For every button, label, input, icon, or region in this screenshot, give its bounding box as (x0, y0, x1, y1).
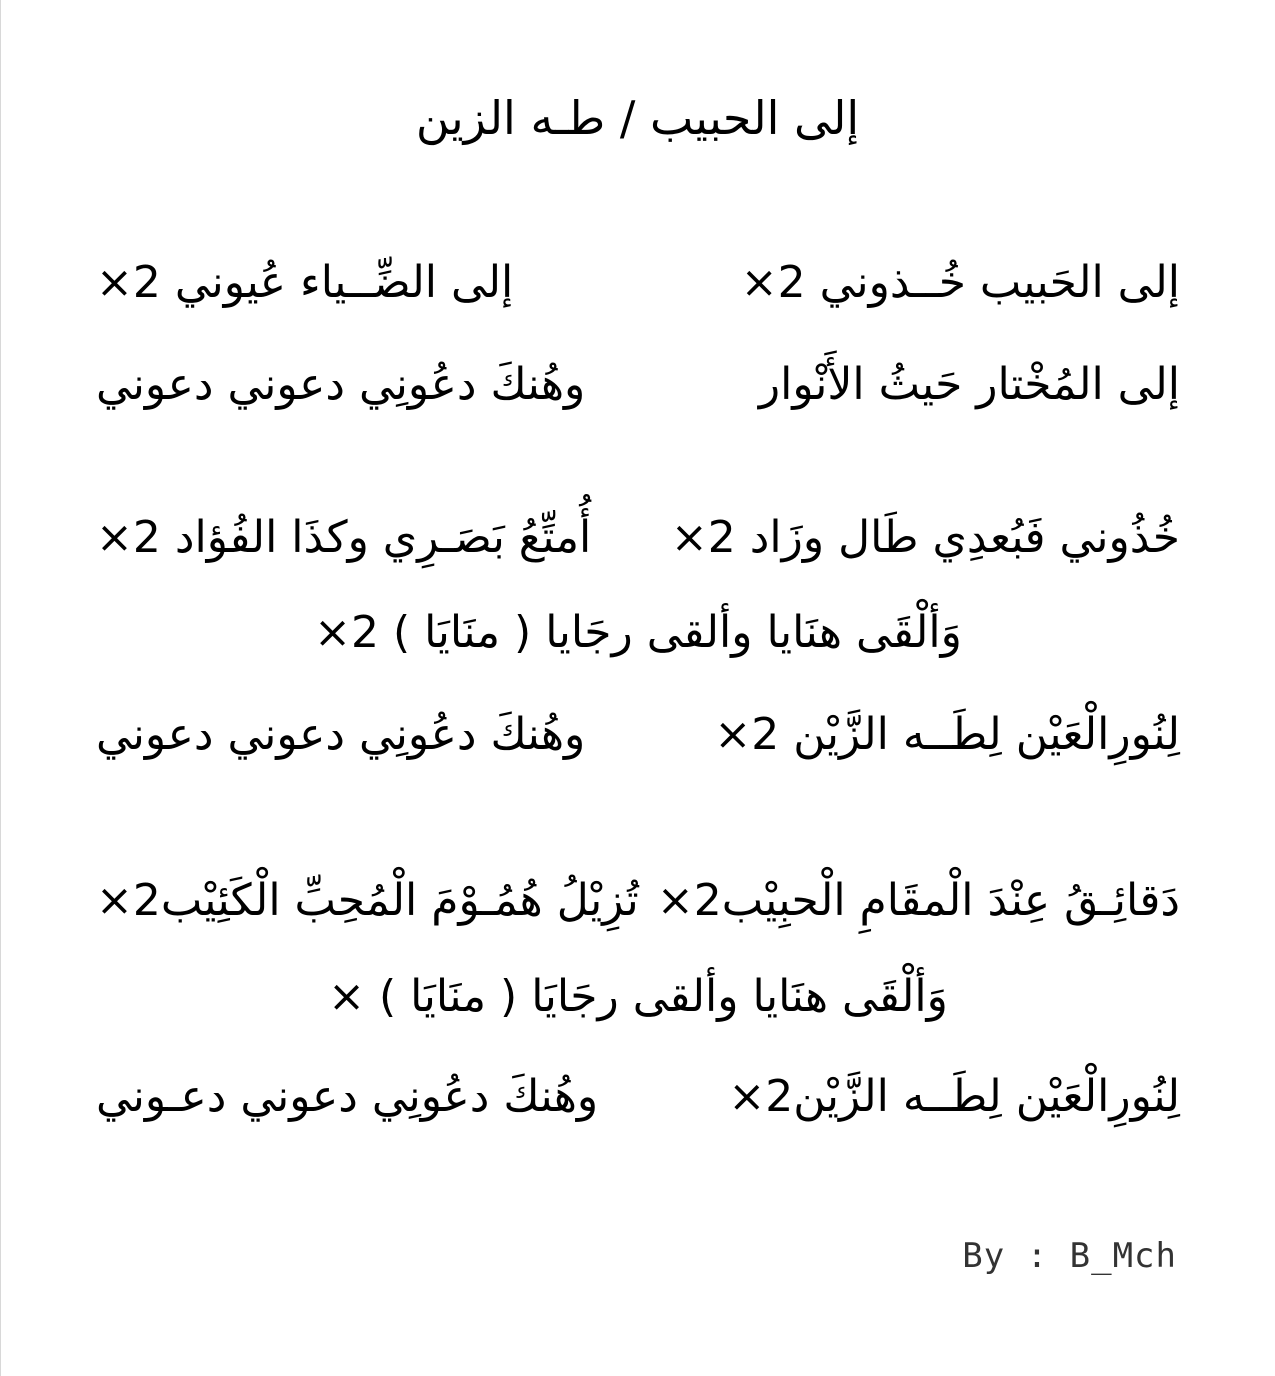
verse-text: لِنُورِالْعَيْن لِطَــه الزَّيْن (793, 709, 1180, 760)
author-signature: By : B_Mch (962, 1236, 1177, 1276)
repeat-marker: ×2 (728, 1071, 794, 1122)
verse-text: وَألْقَى هنَايا وألقى رجَايا ( منَايَا ) (393, 607, 962, 658)
repeat-marker: ×2 (96, 257, 161, 308)
stanza-1-line-2 (96, 352, 1180, 418)
page-title: إلى الحبيب / طـه الزين (415, 91, 860, 145)
verse-text: وَألْقَى هنَايا وألقى رجَايَا ( منَايَا ) (379, 971, 948, 1022)
repeat-marker: ×2 (740, 257, 806, 308)
verse-right (759, 352, 1180, 418)
stanza-3-line-1 (96, 868, 1180, 934)
repeat-marker: ×2 (714, 709, 780, 760)
repeat-marker: ×2 (656, 875, 722, 926)
stanza-2-line-3 (96, 702, 1180, 768)
verse-left (96, 352, 585, 418)
page-left-edge (0, 0, 1, 1376)
stanza-1-line-1 (96, 250, 1180, 316)
repeat-marker: ×2 (314, 607, 380, 658)
repeat-marker: × (328, 971, 366, 1022)
verse-left (96, 1064, 598, 1130)
verse-text: وهُنكَ دعُونِي دعوني دعـوني (96, 1071, 599, 1122)
stanza-3-line-3 (96, 1064, 1180, 1130)
repeat-marker: ×2 (96, 512, 161, 563)
verse-text: إلى الضِّــياء عُيوني (174, 257, 514, 308)
verse-text: خُذُوني فَبُعدِي طَال وزَاد (749, 512, 1180, 563)
verse-left (96, 868, 639, 934)
verse-left (96, 505, 591, 571)
verse-text: تُزِيْلُ هُمُـوْمَ الْمُحِبِّ الْكَئِيْب (160, 875, 639, 926)
verse-center (96, 964, 1180, 1030)
verse-text: وهُنكَ دعُونِي دعوني دعوني (96, 359, 586, 410)
verse-left (96, 702, 585, 768)
stanza-3-line-2 (96, 964, 1180, 1030)
verse-text: وهُنكَ دعُونِي دعوني دعوني (96, 709, 586, 760)
verse-text: إلى الحَبيب خُــذوني (819, 257, 1180, 308)
verse-text: لِنُورِالْعَيْن لِطَــه الزَّيْن (793, 1071, 1180, 1122)
verse-right (671, 505, 1180, 571)
repeat-marker: ×2 (670, 512, 736, 563)
stanza-2-line-2 (96, 600, 1180, 666)
repeat-marker: ×2 (96, 875, 161, 926)
verse-text: دَقائِـقُ عِنْدَ الْمقَامِ الْحبِيْب (721, 875, 1180, 926)
verse-left (96, 250, 513, 316)
verse-right (728, 1064, 1180, 1130)
stanza-2-line-1 (96, 505, 1180, 571)
verse-right (741, 250, 1180, 316)
verse-right (657, 868, 1180, 934)
verse-right (714, 702, 1180, 768)
verse-text: إلى المُخْتار حَيثُ الأَنْوار (758, 359, 1180, 410)
verse-center (96, 600, 1180, 666)
verse-text: أُمتِّعُ بَصَـرِي وكذَا الفُؤاد (174, 512, 592, 563)
